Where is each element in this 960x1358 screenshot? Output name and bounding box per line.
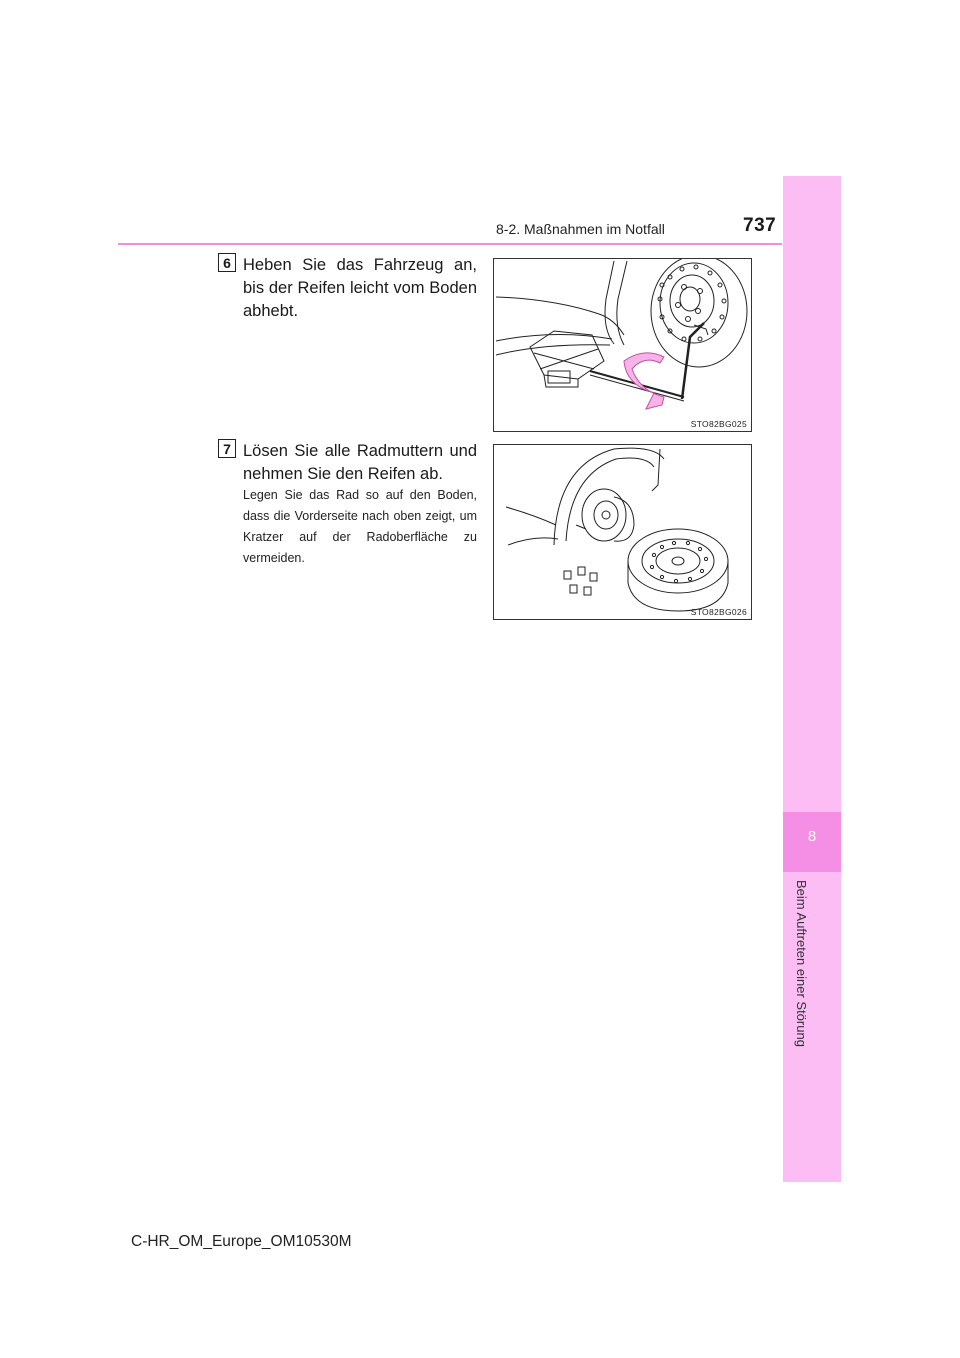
step-marker-7: 7 (218, 439, 236, 458)
figure-wheel-removed (493, 444, 752, 620)
step-7-note: Legen Sie das Rad so auf den Boden, dass die Vorderseite nach oben zeigt, um Kratzer auf der Radoberfläche zu vermeiden. (243, 488, 477, 565)
jack-lift-illustration (494, 259, 751, 431)
step-7-text: Lösen Sie alle Radmuttern und nehmen Sie den Reifen ab. (243, 442, 477, 483)
figure-label: STO82BG026 (690, 607, 747, 617)
chapter-title: Beim Auftreten einer Störung (794, 880, 809, 1047)
header-rule (118, 243, 782, 245)
chapter-number: 8 (807, 828, 817, 845)
wheel-removed-illustration (494, 445, 751, 619)
step-6-text: Heben Sie das Fahrzeug an, bis der Reifen leicht vom Boden abhebt. (243, 256, 477, 320)
document-id: C-HR_OM_Europe_OM10530M (131, 1233, 352, 1250)
figure-label: STO82BG025 (690, 419, 747, 429)
section-title: 8-2. Maßnahmen im Notfall (496, 221, 665, 237)
page-number: 737 (743, 215, 777, 236)
step-marker-6: 6 (218, 253, 236, 272)
rotation-arrow-icon (624, 353, 664, 409)
figure-jack-lift (493, 258, 752, 432)
